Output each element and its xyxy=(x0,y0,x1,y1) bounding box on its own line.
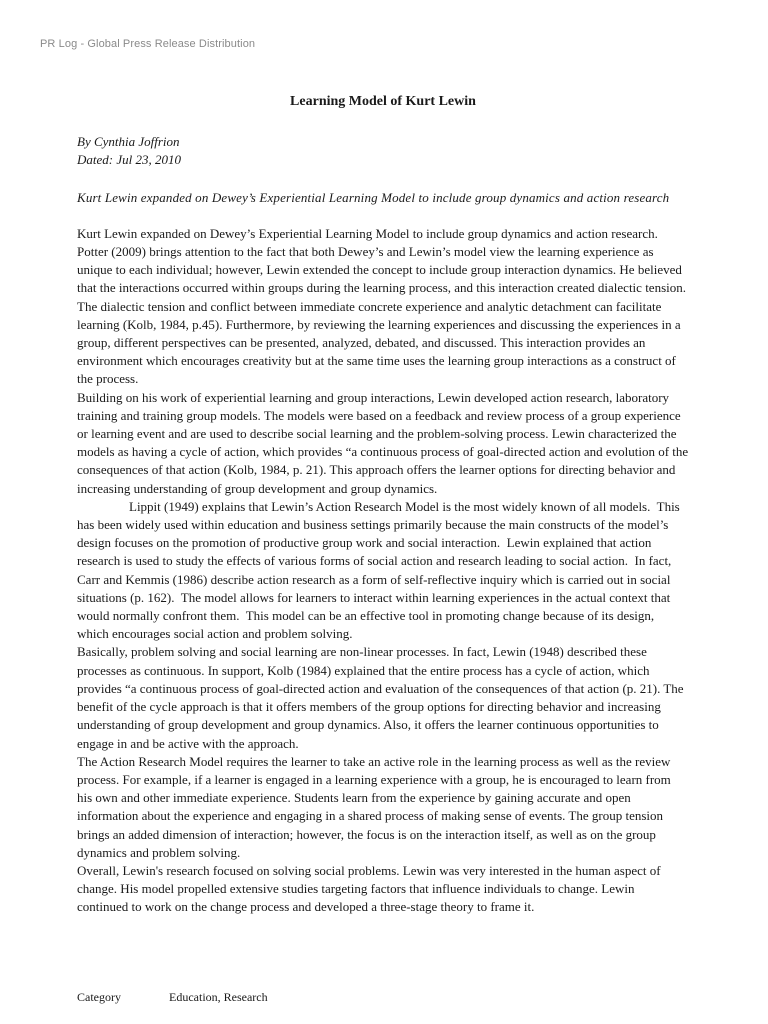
article-title: Learning Model of Kurt Lewin xyxy=(290,94,476,109)
article-paragraph: Overall, Lewin's research focused on solving social problems. Lewin was very interested in the human aspect of change. His model propelled extensive studies targeting factors that influence individuals to change. Lewin continued to work on the change process and developed a three-stage theory to frame it. xyxy=(77,862,661,915)
article-body xyxy=(77,93,689,917)
article-summary: Kurt Lewin expanded on Dewey’s Experiential Learning Model to include group dynamics and action research xyxy=(77,189,670,205)
category-value: Education, Research xyxy=(169,990,268,1004)
article-paragraph: Kurt Lewin expanded on Dewey’s Experiential Learning Model to include group dynamics and action research. Potter (2009) brings attention to the fact that both Dewey’s and Lewin’s model view the learning experience as unique to each individual; however, Lewin extended the concept to include group interaction dynamics. He believed that the interactions occurred within groups during the learning process, and this interaction created dialectic tension. The dialectic tension and conflict between immediate concrete experience and analytic detachment can facilitate learning (Kolb, 1984, p.45). Furthermore, by reviewing the learning experiences and discussing the experiences in a group, different perspectives can be presented, analyzed, debated, and discussed. This interaction provides an environment which encourages creativity but at the same time uses the learning group interactions as a construct of the process. xyxy=(77,225,686,387)
article-paragraph: Building on his work of experiential learning and group interactions, Lewin developed action research, laboratory training and training group models. The models were based on a feedback and review process of a group experience or learning event and are used to describe social learning and the problem-solving process. Lewin characterized the models as having a cycle of action, which provides “a continuous process of goal-directed action and evolution of the consequences of that action (Kolb, 1984, p. 21). This approach offers the learner options for directing behavior and increasing understanding of group development and group dynamics. xyxy=(77,389,689,496)
article-paragraph: Lippit (1949) explains that Lewin’s Action Research Model is the most widely known of all models. This has been widely used within education and business settings primarily because the main constructs of the model’s design focuses on the promotion of productive group work and social interaction. Lewin explained that action research is used to study the effects of various forms of social action and research leading to social action. In fact, Carr and Kemmis (1986) describe action research as a form of self-reflective inquiry which is carried out in social situations (p. 162). The model allows for learners to interact within learning experiences in the actual context that would normally confront them. This model can be an effective tool in promoting change because of its design, which encourages social action and problem solving. xyxy=(77,498,683,642)
category-label: Category xyxy=(77,990,121,1004)
article-paragraph: The Action Research Model requires the learner to take an active role in the learning process as well as the review process. For example, if a learner is engaged in a learning experience with a group, he is encouraged to learn from his own and other immediate experience. Students learn from the experience by gaining accurate and open information about the experience and engaging in a shared process of making sense of events. The group tension brings an added dimension of interaction; however, the focus is on the interaction itself, as well as on the group dynamics and problem solving. xyxy=(77,753,671,860)
article-byline: By Cynthia Joffrion xyxy=(77,134,180,150)
article-paragraph: Basically, problem solving and social learning are non-linear processes. In fact, Lewin (1948) described these processes as continuous. In support, Kolb (1984) explained that the entire process has a cycle of action, which provides “a continuous process of goal-directed action and evaluation of the consequences of that action (p. 21). The benefit of the cycle approach is that it offers members of the group options for directing behavior and increasing understanding of group development and group dynamics. Also, it offers the learner continuous opportunities to engage in and be active with the approach. xyxy=(77,644,684,751)
article-date: Dated: Jul 23, 2010 xyxy=(77,152,181,168)
source-header: PR Log - Global Press Release Distribution xyxy=(40,38,256,50)
category-row xyxy=(77,990,268,1005)
